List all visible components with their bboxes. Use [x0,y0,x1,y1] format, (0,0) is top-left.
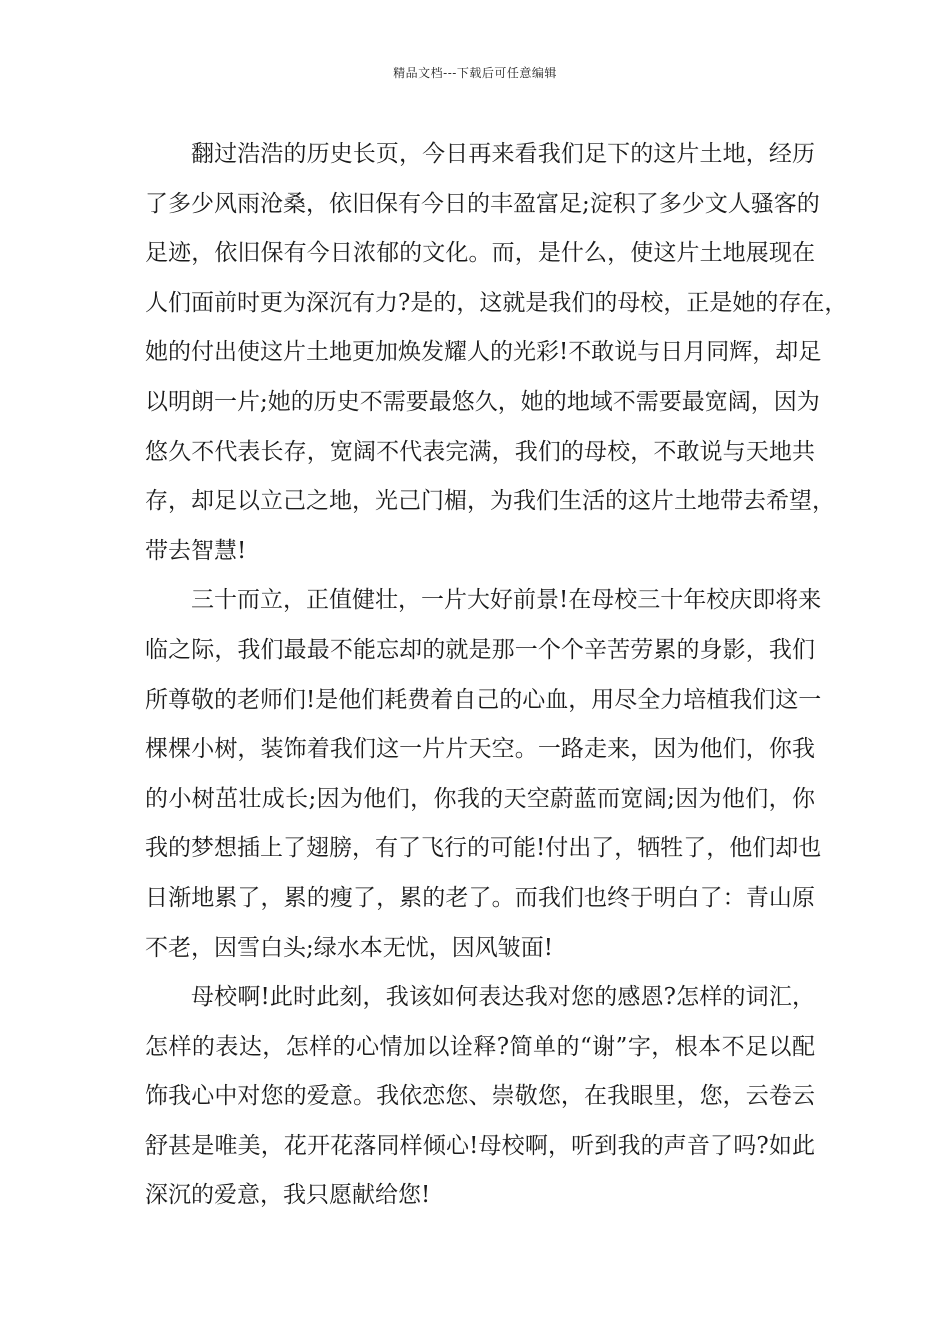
paragraph-1 [145,130,848,576]
text-line: 三十而立，正值健壮，一片大好前景!在母校三十年校庆即将来 [191,587,822,614]
text-line: 临之际，我们最最不能忘却的就是那一个个辛苦劳累的身影，我们 [145,636,815,663]
text-line: 所尊敬的老师们!是他们耗费着自己的心血，用尽全力培植我们这一 [145,686,822,713]
text-line: 翻过浩浩的历史长页，今日再来看我们足下的这片土地，经历 [191,141,815,167]
text-line: 母校啊!此时此刻，我该如何表达我对您的感恩?怎样的词汇， [191,984,815,1011]
text-line: 舒甚是唯美，花开花落同样倾心!母校啊，听到我的声音了吗?如此 [145,1132,815,1159]
text-line: 怎样的表达，怎样的心情加以诠释?简单的“谢”字，根本不足以配 [145,1033,815,1060]
paragraph-3 [145,973,815,1221]
text-line: 存，却足以立己之地，光己门楣，为我们生活的这片土地带去希望， [145,488,835,515]
text-line: 日渐地累了，累的瘦了，累的老了。而我们也终于明白了：青山原 [145,884,815,911]
text-line: 深沉的爱意，我只愿献给您! [145,1182,431,1209]
text-line: 她的付出使这片土地更加焕发耀人的光彩!不敢说与日月同辉，却足 [145,339,822,366]
paragraph-2 [145,576,822,973]
text-line: 以明朗一片;她的历史不需要最悠久，她的地域不需要最宽阔，因为 [145,388,820,415]
text-line: 悠久不代表长存，宽阔不代表完满，我们的母校，不敢说与天地共 [145,438,815,465]
page-header: 精品文档---下载后可任意编辑 [393,66,557,80]
document-body [145,130,848,1221]
text-line: 棵棵小树，装饰着我们这一片片天空。一路走来，因为他们，你我 [145,736,815,763]
text-line: 的小树茁壮成长;因为他们，你我的天空蔚蓝而宽阔;因为他们，你 [145,785,815,812]
text-line: 不老，因雪白头;绿水本无忧，因风皱面! [145,934,553,961]
text-line: 我的梦想插上了翅膀，有了飞行的可能!付出了，牺牲了，他们却也 [145,835,822,862]
text-line: 人们面前时更为深沉有力?是的，这就是我们的母校，正是她的存在， [145,289,848,316]
text-line: 了多少风雨沧桑，依旧保有今日的丰盈富足;淀积了多少文人骚客的 [145,190,820,217]
text-line: 带去智慧! [145,537,247,564]
text-line: 饰我心中对您的爱意。我依恋您、崇敬您，在我眼里，您，云卷云 [145,1083,815,1110]
text-line: 足迹，依旧保有今日浓郁的文化。而，是什么，使这片土地展现在 [145,240,815,267]
